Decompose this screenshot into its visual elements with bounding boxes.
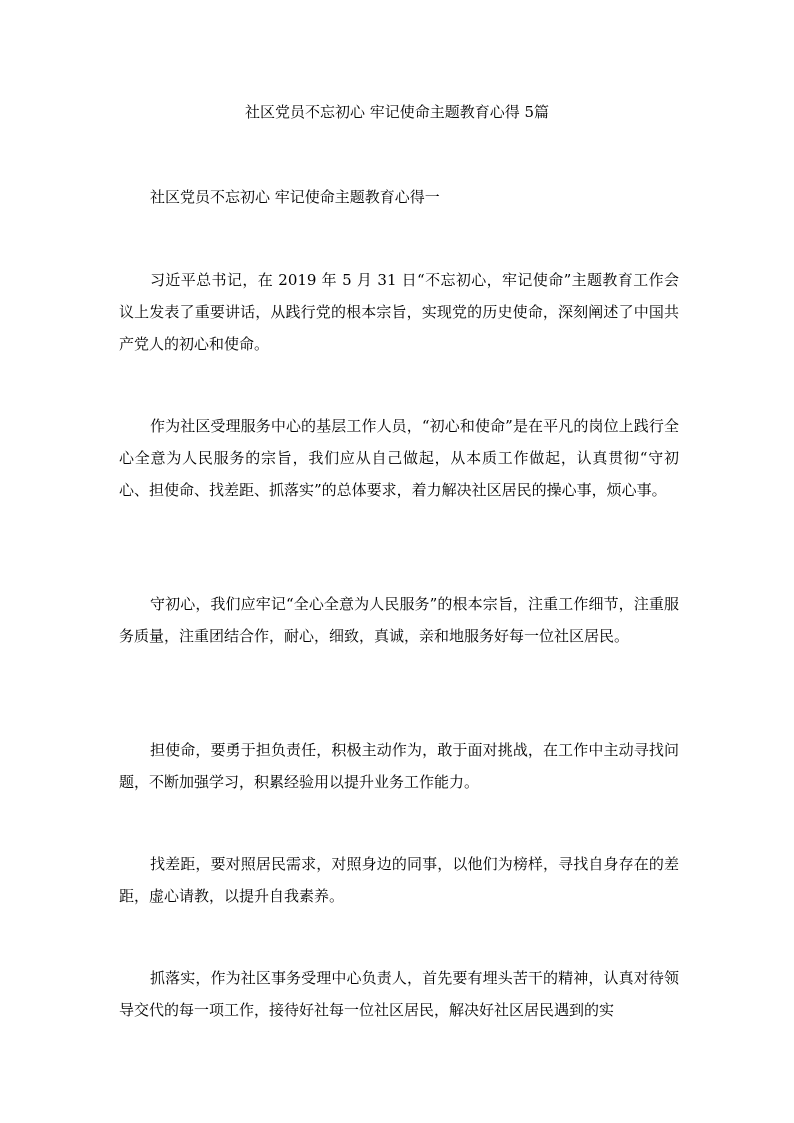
paragraph-role: 作为社区受理服务中心的基层工作人员，“初心和使命”是在平凡的岗位上践行全心全意为人民服务的宗旨，我们应从自己做起，从本质工作做起，认真贯彻“守初心、担使命、找差距、抓落实”的总体要求，着力解决社区居民的操心事，烦心事。 (119, 417, 679, 499)
paragraph-zhua-luoshi: 抓落实，作为社区事务受理中心负责人，首先要有埋头苦干的精神，认真对待领导交代的每一项工作，接待好社每一位社区居民，解决好社区居民遇到的实 (119, 969, 679, 1019)
document-title: 社区党员不忘初心 牢记使命主题教育心得 5篇 (244, 103, 550, 121)
section-subtitle: 社区党员不忘初心 牢记使命主题教育心得一 (150, 188, 440, 206)
paragraph-intro: 习近平总书记，在 2019 年 5 月 31 日“不忘初心，牢记使命”主题教育工作会议上发表了重要讲话，从践行党的根本宗旨，实现党的历史使命，深刻阐述了中国共产党人的初心和使命。 (119, 271, 679, 353)
paragraph-zhao-chaju: 找差距，要对照居民需求，对照身边的同事，以他们为榜样，寻找自身存在的差距，虚心请教，以提升自我素养。 (119, 855, 679, 905)
paragraph-shou-chuxin: 守初心，我们应牢记“全心全意为人民服务”的根本宗旨，注重工作细节，注重服务质量，注重团结合作，耐心，细致，真诚，亲和地服务好每一位社区居民。 (119, 595, 679, 645)
paragraph-dan-shiming: 担使命，要勇于担负责任，积极主动作为，敢于面对挑战，在工作中主动寻找问题，不断加强学习，积累经验用以提升业务工作能力。 (119, 741, 679, 791)
